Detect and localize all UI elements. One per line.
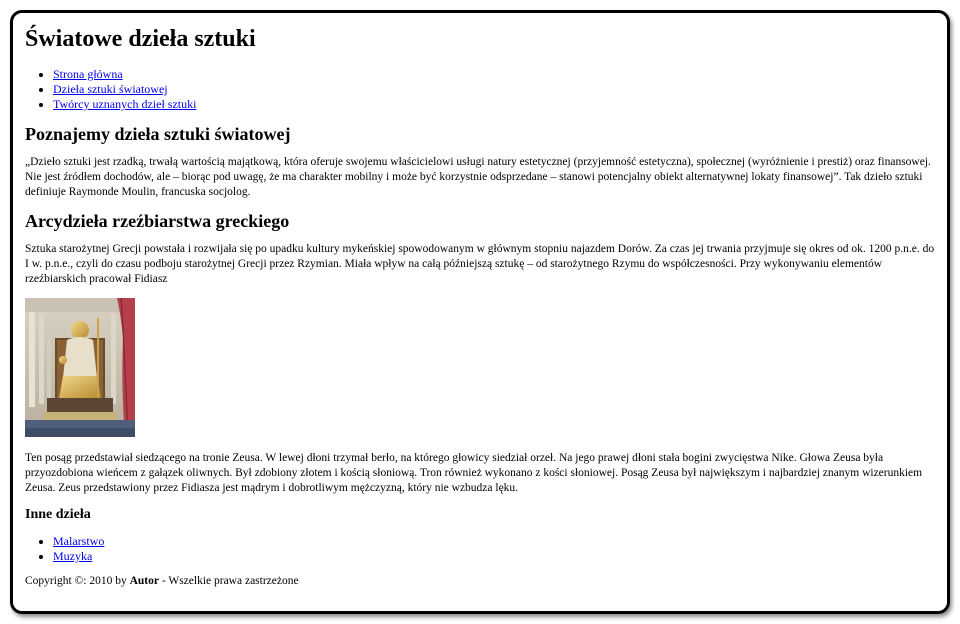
main-nav [25, 67, 937, 112]
intro-paragraph: „Dzieło sztuki jest rzadką, trwałą wartością majątkową, która oferuje swojemu właścicielowi usługi natury estetycznej (przyjemność estetyczna), społecznej (wyróżnienie i prestiż) oraz finansowej. Nie jest źródłem dochodów, ale – biorąc pod uwagę, że ma charakter mobilny i może być korzystnie odsprzedane – stanowi potencjalny obiekt alternatywnej lokaty finansowej”. Tak dzieło sztuki definiuje Raymonde Moulin, francuska socjolog. [25, 156, 931, 198]
nav-item-artworks [53, 82, 937, 97]
nav-link-artworks[interactable]: Dzieła sztuki światowej [53, 82, 168, 96]
section-heading-sculpture: Arcydzieła rzeźbiarstwa greckiego [25, 211, 290, 231]
footer-copyright: Copyright ©: 2010 by [25, 575, 130, 587]
link-painting[interactable]: Malarstwo [53, 534, 105, 548]
section-heading-intro: Poznajemy dzieła sztuki światowej [25, 124, 291, 144]
zeus-statue-image [25, 298, 135, 437]
footer-rights: - Wszelkie prawa zastrzeżone [158, 575, 299, 587]
statue-description: Ten posąg przedstawiał siedzącego na tronie Zeusa. W lewej dłoni trzymał berło, na którego głowicy siedział orzeł. Na jego prawej dłoni stała bogini zwycięstwa Nike. Głowa Zeusa była przyozdobiona wieńcem z gałązek oliwnych. Był zdobiony złotem i kością słoniową. Tron również wykonano z kości słoniowej. Posąg Zeusa był największym i najbardziej znanym wizerunkiem Zeusa. Zeus przedstawiony przez Fidiasza jest mądrym i dobrotliwym mężczyzną, który nie wzbudza lęku. [25, 452, 923, 494]
section-heading-other: Inne dzieła [25, 507, 91, 522]
footer-author: Autor [129, 575, 159, 587]
other-item-painting [53, 534, 937, 549]
zeus-statue-illustration [25, 298, 135, 437]
nav-link-artists[interactable]: Twórcy uznanych dzieł sztuki [53, 97, 197, 111]
page-title: Światowe dzieła sztuki [25, 26, 256, 52]
page-content [25, 13, 937, 589]
other-works-list [25, 534, 937, 564]
nav-item-artists [53, 97, 937, 112]
sculpture-paragraph: Sztuka starożytnej Grecji powstała i rozwijała się po upadku kultury mykeńskiej spowodowanym w głównym stopniu najazdem Dorów. Za czas jej trwania przyjmuje się okres od ok. 1200 p.n.e. do I w. p.n.e., czyli do czasu podboju starożytnej Grecji przez Rzymian. Miała wpływ na całą późniejszą sztukę – od starożytnego Rzymu do współczesności. Przy wykonywaniu elementów rzeźbiarskich pracował Fidiasz [25, 243, 935, 285]
other-item-music [53, 549, 937, 564]
nav-link-home[interactable]: Strona główna [53, 67, 123, 81]
page-frame [10, 10, 950, 614]
nav-item-home [53, 67, 937, 82]
link-music[interactable]: Muzyka [53, 549, 93, 563]
footer [25, 574, 937, 589]
